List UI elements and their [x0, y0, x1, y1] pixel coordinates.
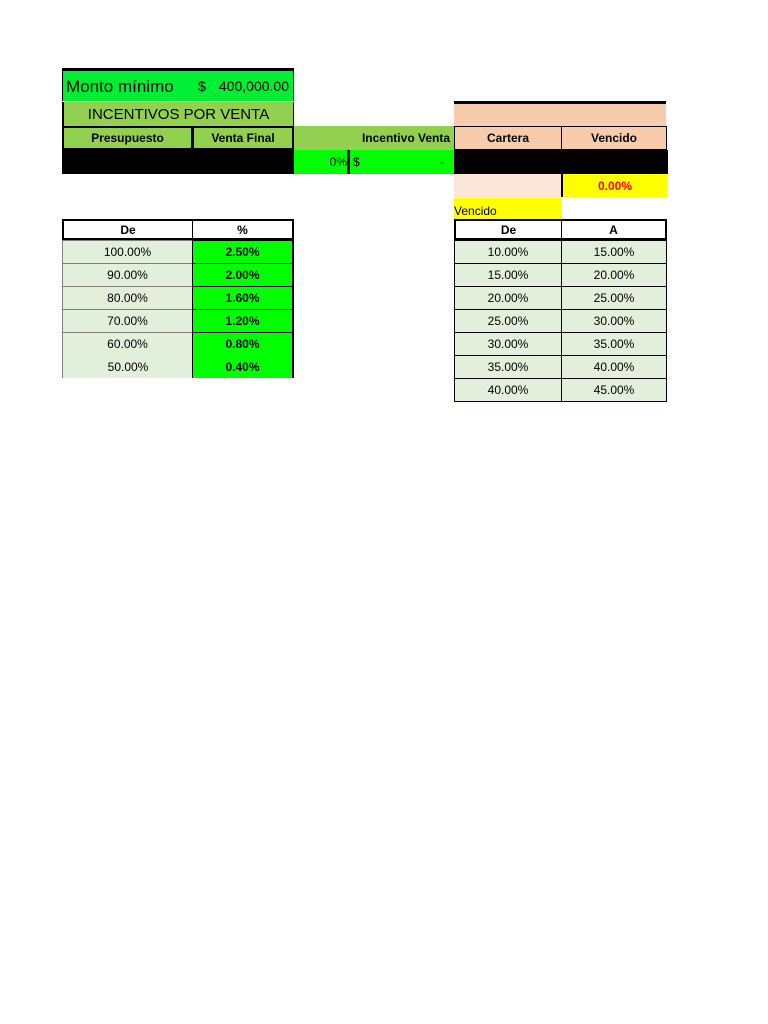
sales-row-percent: 2.00% — [192, 263, 294, 287]
cartera-header-band — [454, 104, 666, 126]
vencido-row-de: 10.00% — [454, 240, 562, 264]
monto-currency: $ — [192, 71, 210, 101]
vencido-row-de: 30.00% — [454, 332, 562, 356]
sales-row-de: 80.00% — [62, 286, 193, 310]
sales-row-percent: 0.80% — [192, 332, 294, 356]
sales-header-de: De — [62, 219, 193, 240]
sales-row-percent: 2.50% — [192, 240, 294, 264]
vencido-row-de: 20.00% — [454, 286, 562, 310]
sales-row-de: 100.00% — [62, 240, 193, 264]
sales-row-percent: 1.20% — [192, 309, 294, 333]
vencido-header-a: A — [561, 219, 667, 240]
vencido-label: Vencido — [454, 198, 561, 219]
incentivos-title: INCENTIVOS POR VENTA — [62, 102, 294, 126]
vencido-row-de: 40.00% — [454, 378, 562, 402]
monto-minimo-value[interactable]: 400,000.00 — [210, 71, 294, 101]
header-cartera: Cartera — [454, 126, 562, 150]
vencido-row-a: 25.00% — [561, 286, 667, 310]
header-incentivo-venta: Incentivo Venta — [294, 126, 454, 150]
sales-row-de: 90.00% — [62, 263, 193, 287]
cartera-vencido-input-row[interactable] — [454, 150, 668, 174]
sales-row-de: 70.00% — [62, 309, 193, 333]
header-venta-final: Venta Final — [192, 126, 294, 150]
incentivo-amount: - — [370, 150, 454, 174]
vencido-row-a: 40.00% — [561, 355, 667, 379]
presupuesto-venta-input-row[interactable] — [62, 150, 294, 174]
sales-row-de: 50.00% — [62, 355, 193, 378]
vencido-row-a: 30.00% — [561, 309, 667, 333]
sales-row-de: 60.00% — [62, 332, 193, 356]
vencido-row-de: 35.00% — [454, 355, 562, 379]
vencido-row-de: 15.00% — [454, 263, 562, 287]
vencido-row-a: 15.00% — [561, 240, 667, 264]
sales-row-percent: 0.40% — [192, 355, 294, 378]
vencido-header-de: De — [454, 219, 562, 240]
vencido-percent: 0.00% — [561, 174, 667, 197]
sales-header-percent: % — [192, 219, 294, 240]
vencido-row-a: 20.00% — [561, 263, 667, 287]
incentivo-percent: 0% — [294, 150, 348, 174]
vencido-row-a: 35.00% — [561, 332, 667, 356]
incentivo-currency: $ — [350, 150, 370, 174]
vencido-row-de: 25.00% — [454, 309, 562, 333]
monto-minimo-label: Monto mínimo — [62, 71, 192, 101]
cartera-result-cell — [454, 174, 562, 197]
sales-row-percent: 1.60% — [192, 286, 294, 310]
header-presupuesto: Presupuesto — [62, 126, 193, 150]
vencido-row-a: 45.00% — [561, 378, 667, 402]
header-vencido: Vencido — [561, 126, 667, 150]
